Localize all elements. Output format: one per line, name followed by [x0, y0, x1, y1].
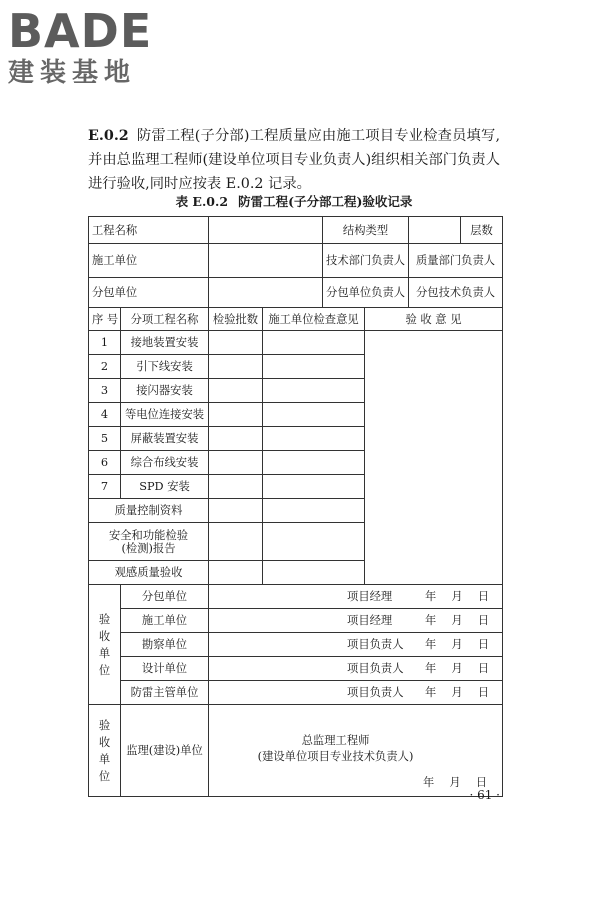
table-title: 防雷工程(子分部工程)验收记录 — [238, 194, 413, 209]
batch-cell — [209, 451, 263, 475]
floors-label: 层数 — [461, 217, 503, 244]
chief-engineer-note: (建设单位项目专业技术负责人) — [257, 750, 414, 763]
clause-paragraph — [88, 124, 500, 196]
supervision-units-label — [89, 705, 121, 797]
col-opinion: 施工单位检查意见 — [263, 308, 365, 331]
date-day: 日 — [477, 662, 490, 675]
item-name: SPD 安装 — [121, 475, 209, 499]
date-month: 月 — [451, 590, 463, 603]
clause-text: 防雷工程(子分部)工程质量应由施工项目专业检查员填写,并由总监理工程师(建设单位项目专业负责人)组织相关部门负责人进行验收,同时应按表 E.0.2 记录。 — [88, 128, 500, 192]
item-no: 3 — [89, 379, 121, 403]
date-year: 年 — [425, 686, 437, 699]
date-year: 年 — [425, 638, 437, 651]
batch-cell — [209, 427, 263, 451]
header-row-2 — [89, 244, 503, 278]
signoff-unit: 设计单位 — [121, 657, 209, 681]
safety-report-label: 安全和功能检验(检测)报告 — [89, 523, 209, 561]
col-batch: 检验批数 — [209, 308, 263, 331]
date-day: 日 — [475, 776, 488, 789]
item-name: 接闪器安装 — [121, 379, 209, 403]
signoff-role: 项目负责人 — [347, 662, 404, 675]
batch-cell — [209, 499, 263, 523]
signoff-unit: 施工单位 — [121, 609, 209, 633]
item-name: 接地装置安装 — [121, 331, 209, 355]
date-year: 年 — [425, 662, 437, 675]
structure-type-value — [409, 217, 461, 244]
item-name: 屏蔽装置安装 — [121, 427, 209, 451]
project-name-value — [209, 217, 323, 244]
acceptance-record-table — [88, 216, 503, 797]
table-row — [89, 331, 503, 355]
item-name: 综合布线安装 — [121, 451, 209, 475]
signoff-unit: 分包单位 — [121, 585, 209, 609]
date-day: 日 — [477, 686, 490, 699]
page-number: · 61 · — [469, 788, 500, 802]
opinion-cell — [263, 355, 365, 379]
opinion-cell — [263, 561, 365, 585]
batch-cell — [209, 475, 263, 499]
opinion-cell — [263, 427, 365, 451]
signoff-role: 项目经理 — [347, 614, 393, 627]
col-seq: 序 号 — [89, 308, 121, 331]
construction-unit-value — [209, 244, 323, 278]
signoff-cell — [209, 681, 503, 705]
date-month: 月 — [449, 776, 461, 789]
structure-type-label: 结构类型 — [323, 217, 409, 244]
acceptance-units-label — [89, 585, 121, 705]
signoff-cell — [209, 657, 503, 681]
date-day: 日 — [477, 590, 490, 603]
supervision-units-text: 验收单位 — [98, 718, 111, 783]
date-month: 月 — [451, 662, 463, 675]
quality-docs-label: 质量控制资料 — [89, 499, 209, 523]
signoff-cell — [209, 633, 503, 657]
item-no: 2 — [89, 355, 121, 379]
table-number: 表 E.0.2 — [175, 194, 229, 209]
batch-cell — [209, 403, 263, 427]
header-row-3 — [89, 278, 503, 308]
header-row-1 — [89, 217, 503, 244]
signoff-unit: 勘察单位 — [121, 633, 209, 657]
signoff-unit: 防雷主管单位 — [121, 681, 209, 705]
subcontract-tech-head-label: 分包技术负责人 — [409, 278, 503, 308]
item-name: 等电位连接安装 — [121, 403, 209, 427]
signoff-row — [89, 657, 503, 681]
opinion-cell — [263, 379, 365, 403]
col-item: 分项工程名称 — [121, 308, 209, 331]
column-header-row — [89, 308, 503, 331]
logo-subtitle: 建装基地 — [8, 58, 137, 88]
batch-cell — [209, 561, 263, 585]
opinion-cell — [263, 475, 365, 499]
date-month: 月 — [451, 686, 463, 699]
item-no: 7 — [89, 475, 121, 499]
item-name: 引下线安装 — [121, 355, 209, 379]
batch-cell — [209, 379, 263, 403]
logo-brand: BADE — [8, 4, 153, 58]
clause-number: E.0.2 — [88, 128, 129, 144]
signoff-role: 项目经理 — [347, 590, 393, 603]
opinion-cell — [263, 499, 365, 523]
item-no: 4 — [89, 403, 121, 427]
supervision-unit: 监理(建设)单位 — [121, 705, 209, 797]
subcontract-unit-label: 分包单位 — [89, 278, 209, 308]
opinion-cell — [263, 523, 365, 561]
opinion-cell — [263, 403, 365, 427]
signoff-row — [89, 609, 503, 633]
subcontract-unit-value — [209, 278, 323, 308]
date-month: 月 — [451, 638, 463, 651]
opinion-cell — [263, 451, 365, 475]
item-no: 5 — [89, 427, 121, 451]
table-caption — [88, 192, 500, 210]
date-day: 日 — [477, 638, 490, 651]
quality-head-label: 质量部门负责人 — [409, 244, 503, 278]
opinion-cell — [263, 331, 365, 355]
acceptance-opinion-cell — [365, 331, 503, 585]
construction-unit-label: 施工单位 — [89, 244, 209, 278]
subcontract-head-label: 分包单位负责人 — [323, 278, 409, 308]
signoff-row — [89, 585, 503, 609]
supervision-row — [89, 705, 503, 797]
acceptance-units-text: 验收单位 — [98, 612, 111, 677]
date-day: 日 — [477, 614, 490, 627]
signoff-cell — [209, 585, 503, 609]
col-acceptance: 验 收 意 见 — [365, 308, 503, 331]
chief-engineer-label: 总监理工程师 — [301, 734, 370, 747]
item-no: 6 — [89, 451, 121, 475]
signoff-cell — [209, 609, 503, 633]
appearance-label: 观感质量验收 — [89, 561, 209, 585]
signoff-row — [89, 633, 503, 657]
batch-cell — [209, 331, 263, 355]
signoff-row — [89, 681, 503, 705]
date-year: 年 — [425, 614, 437, 627]
date-month: 月 — [451, 614, 463, 627]
date-year: 年 — [423, 776, 435, 789]
batch-cell — [209, 523, 263, 561]
batch-cell — [209, 355, 263, 379]
signoff-role: 项目负责人 — [347, 638, 404, 651]
date-year: 年 — [425, 590, 437, 603]
bade-logo — [8, 4, 178, 88]
tech-head-label: 技术部门负责人 — [323, 244, 409, 278]
project-name-label: 工程名称 — [89, 217, 209, 244]
signoff-role: 项目负责人 — [347, 686, 404, 699]
supervision-sign-cell — [209, 705, 503, 797]
item-no: 1 — [89, 331, 121, 355]
